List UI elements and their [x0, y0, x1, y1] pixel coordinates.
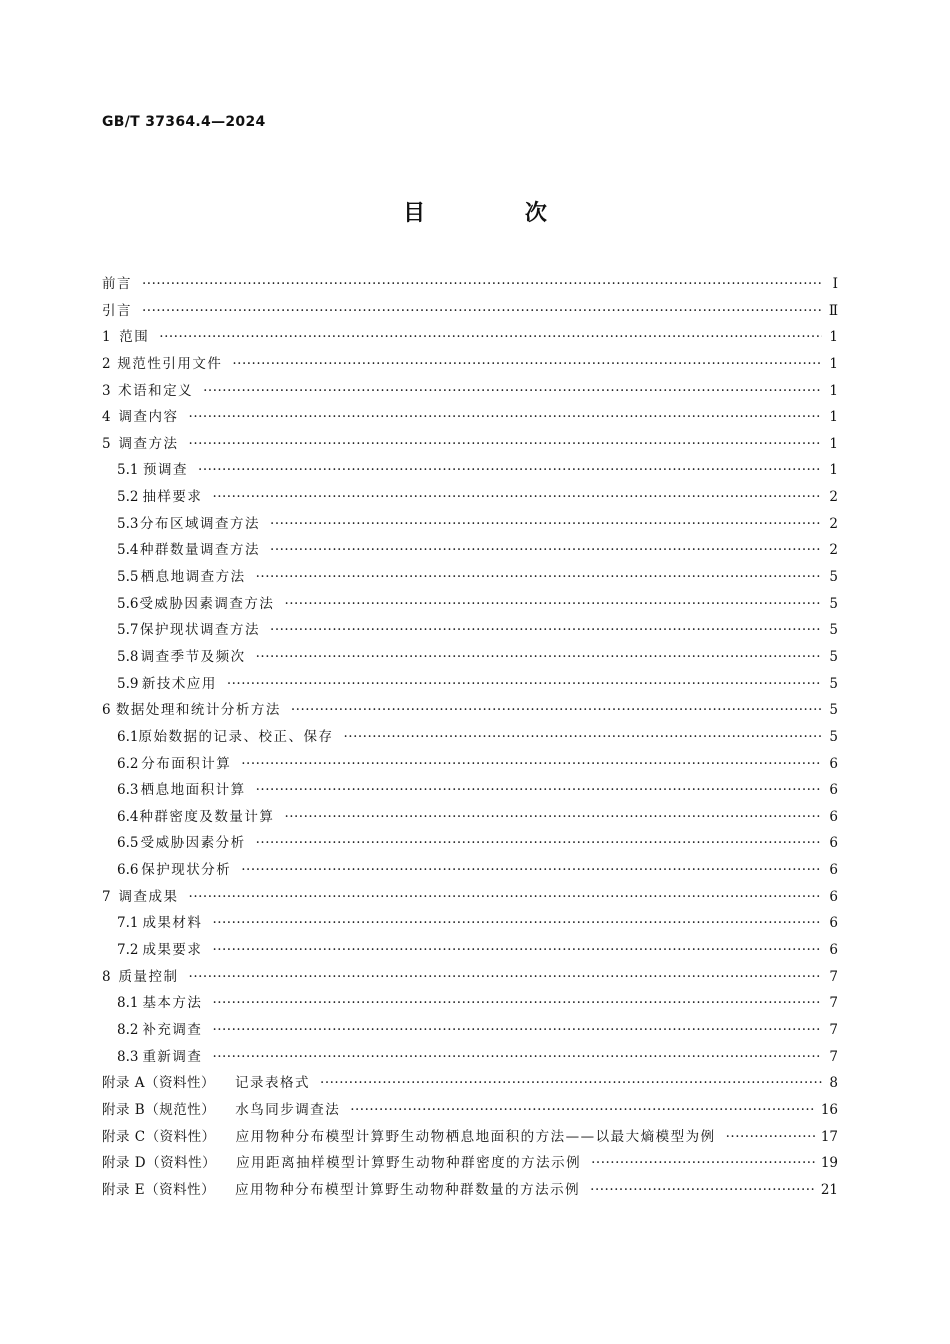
toc-entry[interactable]	[102, 565, 838, 592]
toc-entry-number: 8.2	[117, 1021, 139, 1038]
dot-leader	[284, 596, 822, 612]
toc-entry[interactable]	[102, 405, 838, 432]
toc-entry-page: 2	[829, 542, 838, 559]
toc-entry-label: 保护现状调查方法	[140, 622, 261, 639]
toc-entry-label: 水鸟同步调查法	[235, 1101, 341, 1118]
toc-entry-page: 16	[820, 1101, 838, 1118]
dot-leader	[726, 1129, 815, 1145]
toc-entry[interactable]	[102, 1151, 838, 1178]
toc-entry-number: 5	[102, 435, 111, 452]
toc-entry-number: 7.2	[117, 942, 139, 959]
dot-leader	[256, 569, 822, 585]
toc-entry-page: 8	[829, 1075, 838, 1092]
toc-entry[interactable]	[102, 725, 838, 752]
toc-entry-page: 6	[829, 782, 838, 799]
toc-entry-number: 附录 C（资料性）	[102, 1128, 216, 1145]
toc-entry-page: 2	[829, 489, 838, 506]
dot-leader	[591, 1155, 815, 1171]
toc-entry[interactable]	[102, 592, 838, 619]
toc-entry-label: 调查方法	[118, 435, 179, 452]
toc-entry-page: 1	[829, 329, 838, 346]
toc-entry-label: 应用物种分布模型计算野生动物种群数量的方法示例	[235, 1181, 581, 1198]
toc-entry-label: 范围	[119, 329, 150, 346]
toc-entry[interactable]	[102, 538, 838, 565]
toc-entry-page: 1	[829, 355, 838, 372]
toc-entry-number: 5.2	[117, 489, 139, 506]
toc-entry-page: 6	[829, 942, 838, 959]
toc-title: 目 次	[403, 201, 593, 226]
dot-leader	[212, 995, 822, 1011]
toc-entry-number: 2	[102, 355, 111, 372]
dot-leader	[142, 303, 822, 319]
toc-entry-label: 应用距离抽样模型计算野生动物种群密度的方法示例	[236, 1155, 582, 1172]
toc-entry[interactable]	[102, 1098, 838, 1125]
toc-entry-page: Ⅱ	[828, 302, 838, 319]
toc-entry-page: 7	[829, 1021, 838, 1038]
toc-entry-number: 3	[102, 382, 111, 399]
toc-entry-label: 种群密度及数量计算	[139, 808, 275, 825]
toc-entry[interactable]	[102, 379, 838, 406]
toc-entry-label: 栖息地调查方法	[140, 569, 246, 586]
dot-leader	[159, 329, 822, 345]
toc-entry-label: 抽样要求	[142, 489, 203, 506]
dot-leader	[232, 356, 822, 372]
toc-entry[interactable]	[102, 805, 838, 832]
toc-entry-page: 17	[820, 1128, 838, 1145]
toc-entry-number: 6.6	[117, 862, 139, 879]
toc-entry-page: 5	[829, 702, 838, 719]
toc-entry-label: 受威胁因素调查方法	[139, 595, 275, 612]
toc-entry-label: 数据处理和统计分析方法	[115, 702, 281, 719]
toc-entry-label: 成果要求	[142, 942, 203, 959]
dot-leader	[227, 676, 822, 692]
toc-entry-number: 5.9	[117, 675, 139, 692]
toc-entry[interactable]	[102, 618, 838, 645]
toc-entry[interactable]	[102, 1178, 838, 1205]
toc-entry[interactable]	[102, 352, 838, 379]
toc-entry-label: 分布面积计算	[141, 755, 232, 772]
toc-entry-number: 8.3	[117, 1048, 139, 1065]
dot-leader	[189, 409, 822, 425]
toc-entry-label: 重新调查	[142, 1048, 203, 1065]
toc-entry[interactable]	[102, 432, 838, 459]
toc-entry[interactable]	[102, 299, 838, 326]
toc-entry[interactable]	[102, 965, 838, 992]
toc-entry-label: 基本方法	[142, 995, 203, 1012]
toc-entry-label: 种群数量调查方法	[140, 542, 261, 559]
dot-leader	[203, 383, 822, 399]
dot-leader	[189, 969, 822, 985]
toc-entry-number: 附录 E（资料性）	[102, 1181, 216, 1198]
toc-entry-page: 21	[820, 1181, 838, 1198]
toc-entry-page: 5	[829, 675, 838, 692]
toc-entry-label: 分布区域调查方法	[140, 515, 261, 532]
dot-leader	[256, 835, 822, 851]
toc-entry[interactable]	[102, 672, 838, 699]
toc-entry-label: 补充调查	[142, 1021, 203, 1038]
toc-entry-label: 新技术应用	[141, 675, 217, 692]
toc-entry-number: 4	[102, 409, 111, 426]
toc-entry[interactable]	[102, 991, 838, 1018]
toc-entry-number: 6	[102, 702, 111, 719]
toc-entry-number: 5.4	[117, 542, 139, 559]
toc-entry[interactable]	[102, 831, 838, 858]
toc-entry-page: 6	[829, 888, 838, 905]
toc-entry-number: 6.4	[117, 808, 139, 825]
toc-entry[interactable]	[102, 458, 838, 485]
dot-leader	[189, 436, 822, 452]
toc-entry-page: 5	[829, 569, 838, 586]
dot-leader	[189, 889, 822, 905]
dot-leader	[270, 516, 822, 532]
toc-entry-page: 1	[829, 462, 838, 479]
dot-leader	[270, 542, 822, 558]
dot-leader	[291, 702, 822, 718]
toc-entry-label: 保护现状分析	[141, 862, 232, 879]
toc-entry-page: 7	[829, 1048, 838, 1065]
toc-entry-label: 规范性引用文件	[117, 355, 223, 372]
toc-entry-page: 6	[829, 915, 838, 932]
toc-entry-number: 5.7	[117, 622, 139, 639]
toc-entry-label: 受威胁因素分析	[140, 835, 246, 852]
toc-entry-page: 7	[829, 968, 838, 985]
dot-leader	[198, 462, 822, 478]
dot-leader	[320, 1075, 822, 1091]
toc-entry[interactable]	[102, 911, 838, 938]
toc-entry-label: 栖息地面积计算	[140, 782, 246, 799]
toc-entry-number: 6.5	[117, 835, 139, 852]
dot-leader	[212, 489, 822, 505]
toc-entry-label: 调查成果	[118, 888, 179, 905]
toc-entry-page: 1	[829, 382, 838, 399]
dot-leader	[343, 729, 822, 745]
dot-leader	[241, 756, 822, 772]
toc-entry-page: 2	[829, 515, 838, 532]
toc-entry-number: 6.2	[117, 755, 139, 772]
toc-entry-number: 8.1	[117, 995, 139, 1012]
toc-entry-page: 5	[829, 728, 838, 745]
toc-entry-number: 附录 A（资料性）	[102, 1075, 216, 1092]
toc-entry-number: 6.3	[117, 782, 139, 799]
toc-entry-page: 7	[829, 995, 838, 1012]
dot-leader	[350, 1102, 815, 1118]
toc-entry[interactable]	[102, 485, 838, 512]
toc-entry-page: 1	[829, 409, 838, 426]
toc-entry-page: Ⅰ	[832, 276, 838, 292]
toc-entry-number: 7.1	[117, 915, 139, 932]
toc-entry-page: 1	[829, 435, 838, 452]
toc-entry-number: 5.6	[117, 595, 139, 612]
toc-entry-label: 预调查	[143, 462, 189, 479]
toc-entry[interactable]	[102, 752, 838, 779]
toc-entry-page: 5	[829, 648, 838, 665]
toc-entry-page: 6	[829, 862, 838, 879]
toc-entry[interactable]	[102, 858, 838, 885]
toc-entry[interactable]	[102, 938, 838, 965]
toc-entry-number: 8	[102, 968, 111, 985]
toc-entry[interactable]	[102, 1018, 838, 1045]
toc-entry-page: 19	[820, 1155, 838, 1172]
toc-entry-number: 5.5	[117, 569, 139, 586]
toc-entry-number: 5.1	[117, 462, 139, 479]
toc-entry-number: 附录 D（资料性）	[102, 1155, 217, 1172]
toc-entry[interactable]	[102, 325, 838, 352]
toc-entry-number: 附录 B（规范性）	[102, 1101, 216, 1118]
standard-number: GB/T 37364.4—2024	[102, 114, 266, 130]
toc-entry-number: 5.8	[117, 648, 139, 665]
toc-entry-number: 1	[102, 329, 111, 346]
toc-entry-label: 调查内容	[118, 409, 179, 426]
toc-entry-page: 5	[829, 622, 838, 639]
toc-entry-label: 前言	[102, 276, 132, 292]
toc-entry[interactable]	[102, 1071, 838, 1098]
toc-entry-label: 引言	[102, 302, 132, 319]
toc-entry[interactable]	[102, 698, 838, 725]
dot-leader	[241, 862, 822, 878]
toc-entry-label: 成果材料	[142, 915, 203, 932]
toc-entry-number: 5.3	[117, 515, 139, 532]
toc-entry-number: 6.1	[117, 728, 139, 745]
dot-leader	[142, 276, 822, 292]
dot-leader	[212, 915, 822, 931]
toc-entry[interactable]	[102, 272, 838, 299]
toc-entry-page: 6	[829, 755, 838, 772]
dot-leader	[270, 622, 822, 638]
toc-entry-page: 5	[829, 595, 838, 612]
toc-entry[interactable]	[102, 778, 838, 805]
toc-entry[interactable]	[102, 645, 838, 672]
toc-entry-page: 6	[829, 835, 838, 852]
dot-leader	[212, 1049, 822, 1065]
toc-entry[interactable]	[102, 1125, 838, 1152]
dot-leader	[284, 809, 822, 825]
dot-leader	[256, 782, 822, 798]
toc-entry-page: 6	[829, 808, 838, 825]
dot-leader	[256, 649, 822, 665]
dot-leader	[212, 1022, 822, 1038]
toc-entry-label: 质量控制	[118, 968, 179, 985]
toc-entry[interactable]	[102, 512, 838, 539]
dot-leader	[590, 1182, 815, 1198]
toc-entry-number: 7	[102, 888, 111, 905]
toc-entry-label: 调查季节及频次	[140, 648, 246, 665]
toc-entry-label: 原始数据的记录、校正、保存	[138, 728, 334, 745]
toc-entry[interactable]	[102, 885, 838, 912]
toc-entry-label: 应用物种分布模型计算野生动物栖息地面积的方法——以最大熵模型为例	[235, 1128, 716, 1145]
toc-entry-label: 术语和定义	[118, 382, 194, 399]
toc-entry[interactable]	[102, 1045, 838, 1072]
table-of-contents	[102, 272, 838, 1204]
toc-entry-label: 记录表格式	[235, 1075, 311, 1092]
dot-leader	[212, 942, 822, 958]
